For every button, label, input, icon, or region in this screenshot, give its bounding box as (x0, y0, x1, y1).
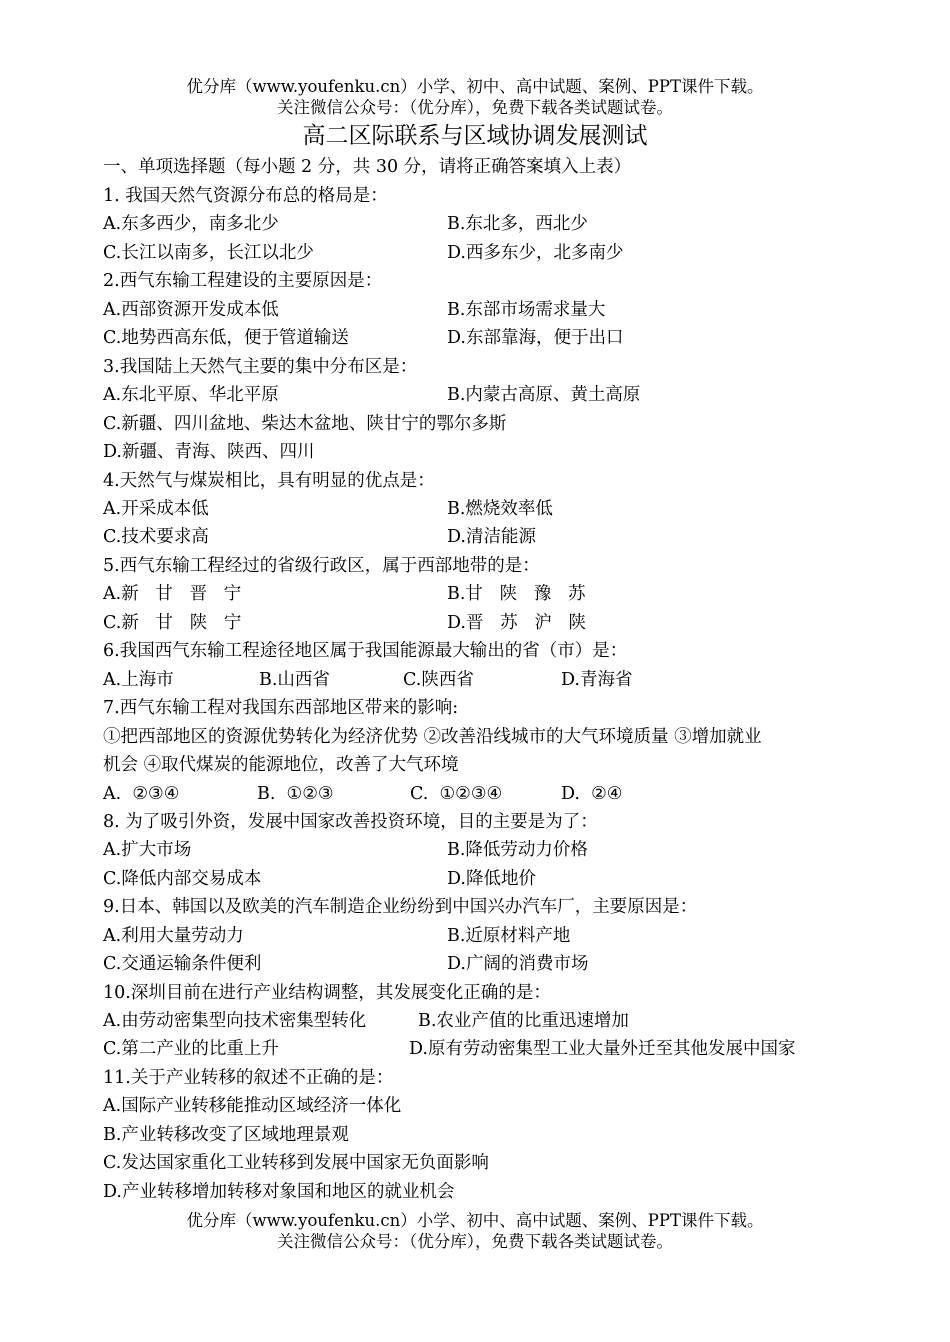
q5-option-b: B.甘 陕 豫 苏 (447, 584, 586, 604)
document-title: 高二区际联系与区域协调发展测试 (302, 123, 648, 149)
question-3: 3.我国陆上天然气主要的集中分布区是： (103, 357, 418, 377)
q8-option-a: A.扩大市场 (103, 840, 192, 860)
q6-option-b: B.山西省 (259, 670, 330, 690)
q7-stem-line-2: ①把西部地区的资源优势转化为经济优势 ②改善沿线城市的大气环境质量 ③增加就业 (103, 727, 762, 747)
question-9: 9.日本、韩国以及欧美的汽车制造企业纷纷到中国兴办汽车厂，主要原因是： (103, 897, 698, 917)
question-4: 4.天然气与煤炭相比，具有明显的优点是： (103, 471, 435, 491)
q9-option-d: D.广阔的消费市场 (447, 954, 589, 974)
q8-option-d: D.降低地价 (447, 869, 536, 889)
q10-option-b: B.农业产值的比重迅速增加 (418, 1011, 629, 1031)
q11-option-a: A.国际产业转移能推动区域经济一体化 (103, 1096, 402, 1116)
q6-option-c: C.陕西省 (403, 670, 474, 690)
q3-option-a: A.东北平原、华北平原 (103, 385, 279, 405)
q3-option-d: D.新疆、青海、陕西、四川 (103, 442, 315, 462)
q7-option-c: C. ①②③④ (410, 784, 503, 804)
q8-option-b: B.降低劳动力价格 (447, 840, 588, 860)
q9-option-c: C.交通运输条件便利 (103, 954, 262, 974)
question-1: 1. 我国天然气资源分布总的格局是： (103, 186, 388, 206)
q1-option-d: D.西多东少，北多南少 (447, 243, 624, 263)
q4-option-d: D.清洁能源 (447, 527, 536, 547)
q2-option-c: C.地势西高东低，便于管道输送 (103, 328, 349, 348)
q6-option-d: D.青海省 (561, 670, 633, 690)
q11-option-d: D.产业转移增加转移对象国和地区的就业机会 (103, 1182, 455, 1202)
q11-option-b: B.产业转移改变了区域地理景观 (103, 1125, 349, 1145)
q10-option-c: C.第二产业的比重上升 (103, 1039, 279, 1059)
header-line-1: 优分库（www.youfenku.cn）小学、初中、高中试题、案例、PPT课件下载。 (186, 77, 764, 96)
section-heading: 一、单项选择题（每小题 2 分，共 30 分，请将正确答案填入上表） (103, 157, 632, 177)
question-2: 2.西气东输工程建设的主要原因是： (103, 271, 383, 291)
q5-option-d: D.晋 苏 沪 陕 (447, 613, 587, 633)
question-6: 6.我国西气东输工程途径地区属于我国能源最大输出的省（市）是： (103, 641, 628, 661)
question-5: 5.西气东输工程经过的省级行政区，属于西部地带的是： (103, 556, 540, 576)
q7-option-b: B. ①②③ (257, 784, 334, 804)
question-11: 11.关于产业转移的叙述不正确的是： (103, 1068, 394, 1088)
q5-option-a: A.新 甘 晋 宁 (103, 584, 242, 604)
q8-option-c: C.降低内部交易成本 (103, 869, 262, 889)
q2-option-d: D.东部靠海，便于出口 (447, 328, 624, 348)
q10-option-a: A.由劳动密集型向技术密集型转化 (103, 1011, 367, 1031)
question-7: 7.西气东输工程对我国东西部地区带来的影响: (103, 698, 459, 718)
q1-option-c: C.长江以南多，长江以北少 (103, 243, 314, 263)
q9-option-a: A.利用大量劳动力 (103, 926, 244, 946)
q1-option-b: B.东北多，西北少 (447, 214, 588, 234)
q4-option-a: A.开采成本低 (103, 499, 209, 519)
q7-option-a: A. ②③④ (103, 784, 180, 804)
q1-option-a: A.东多西少，南多北少 (103, 214, 279, 234)
q7-option-d: D. ②④ (561, 784, 623, 804)
q6-option-a: A.上海市 (103, 670, 174, 690)
q2-option-a: A.西部资源开发成本低 (103, 300, 279, 320)
footer-line-1: 优分库（www.youfenku.cn）小学、初中、高中试题、案例、PPT课件下载。 (186, 1211, 764, 1230)
q9-option-b: B.近原材料产地 (447, 926, 571, 946)
question-8: 8. 为了吸引外资，发展中国家改善投资环境，目的主要是为了： (103, 812, 598, 832)
footer-line-2: 关注微信公众号：（优分库），免费下载各类试题试卷。 (277, 1232, 673, 1251)
header-line-2: 关注微信公众号：（优分库），免费下载各类试题试卷。 (277, 98, 673, 117)
q5-option-c: C.新 甘 陕 宁 (103, 613, 242, 633)
q2-option-b: B.东部市场需求量大 (447, 300, 606, 320)
q3-option-c: C.新疆、四川盆地、柴达木盆地、陕甘宁的鄂尔多斯 (103, 414, 507, 434)
q7-stem-line-3: 机会 ④取代煤炭的能源地位，改善了大气环境 (103, 755, 459, 775)
q10-option-d: D.原有劳动密集型工业大量外迁至其他发展中国家 (409, 1039, 796, 1059)
q4-option-b: B.燃烧效率低 (447, 499, 553, 519)
q11-option-c: C.发达国家重化工业转移到发展中国家无负面影响 (103, 1153, 489, 1173)
q4-option-c: C.技术要求高 (103, 527, 209, 547)
question-10: 10.深圳目前在进行产业结构调整，其发展变化正确的是： (103, 983, 551, 1003)
q3-option-b: B.内蒙古高原、黄土高原 (447, 385, 641, 405)
